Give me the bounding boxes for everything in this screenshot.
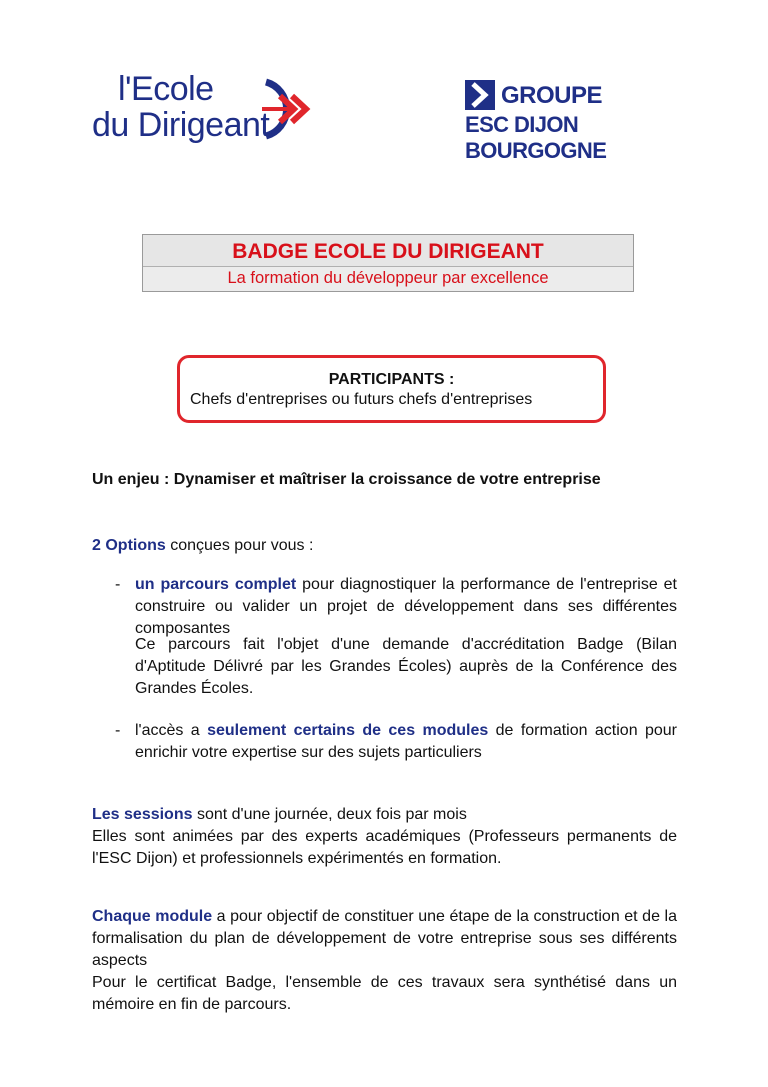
option-2-bold: seulement certains de ces modules [207,722,489,739]
participants-heading: PARTICIPANTS : [328,371,455,388]
options-lead-rest: conçues pour vous : [165,537,314,554]
logo-right-line1: GROUPE [501,82,603,109]
options-lead [92,535,313,557]
logo-arrow-icon [260,76,316,142]
sessions-line1-rest: sont d'une journée, deux fois par mois [192,806,467,823]
page-title: BADGE ECOLE DU DIRIGEANT [143,235,633,267]
option-2-rest: de formation action pour enrichir votre expertise sur des sujets particuliers [135,722,677,761]
participants-text: Chefs d'entreprises ou futurs chefs d'entreprises [190,391,533,408]
option-1-bold: un parcours complet [135,576,297,593]
module-body: Pour le certificat Badge, l'ensemble de ces travaux sera synthétisé dans un mémoire en fin de parcours. [92,974,677,1013]
logo-left-line2: du Dirigeant [92,106,270,144]
module-rest: a pour objectif de constituer une étape de la construction et de la formalisation du plan de développement de votre entreprise sous ses différents aspects [92,908,677,969]
page-subtitle: La formation du développeur par excellence [227,269,549,287]
list-dash: - [115,722,121,739]
option-2-pre: l'accès a [135,722,208,739]
logo-right-line2: ESC DIJON BOURGOGNE [465,112,607,163]
module-paragraph [92,906,677,972]
logo-left-line1: l'Ecole [118,70,214,108]
enjeu-heading: Un enjeu : Dynamiser et maîtriser la croissance de votre entreprise [92,471,601,488]
sessions-bold: Les sessions [92,806,193,823]
esc-mark-icon [465,80,495,110]
options-lead-bold: 2 Options [92,537,166,554]
title-box [142,234,634,292]
option-1-rest: pour diagnostiquer la performance de l'entreprise et construire ou valider un projet de développement dans ses différentes composantes [135,576,677,637]
sessions-body: Elles sont animées par des experts académiques (Professeurs permanents de l'ESC Dijon) et professionnels expérimentés en formation. [92,828,677,867]
option-item-2 [135,720,677,764]
sessions-lead [92,804,467,826]
module-bold: Chaque module [92,908,213,925]
option-item-1 [135,574,677,640]
participants-box [177,355,606,423]
list-dash: - [115,576,121,593]
ecole-du-dirigeant-logo [92,70,322,150]
groupe-esc-dijon-logo [465,80,695,163]
option-1-note: Ce parcours fait l'objet d'une demande d'accréditation Badge (Bilan d'Aptitude Délivré par les Grandes Écoles) auprès de la Conférence des Grandes Écoles. [135,636,677,697]
